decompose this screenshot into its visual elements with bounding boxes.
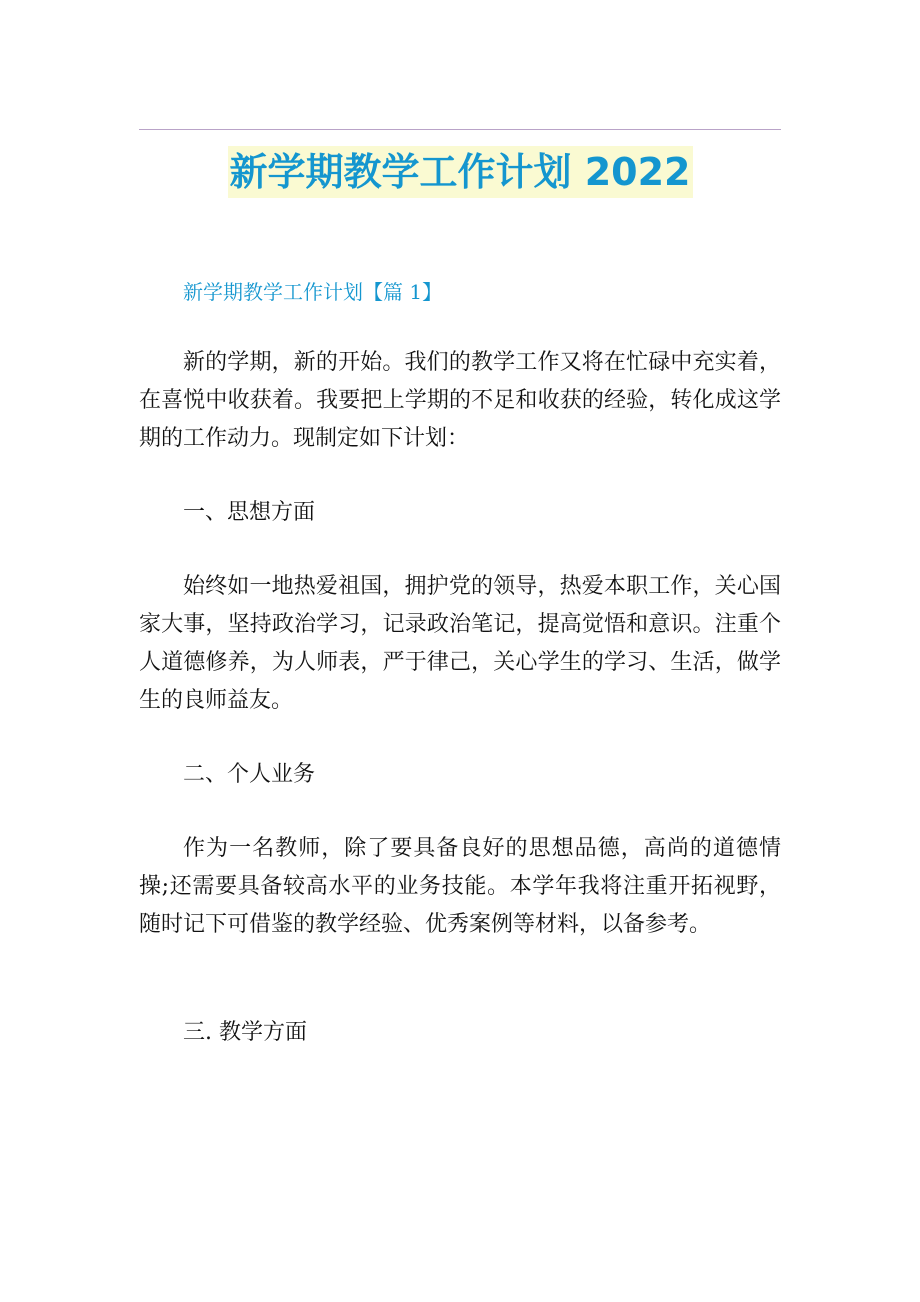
- heading-thought: 一、思想方面: [183, 500, 316, 525]
- document-title: 新学期教学工作计划 2022: [228, 146, 693, 198]
- heading-personal-business: 二、个人业务: [183, 762, 316, 787]
- spacer: [139, 944, 781, 1014]
- section-heading: 新学期教学工作计划【篇 1】: [183, 280, 443, 304]
- spacer: [139, 312, 781, 344]
- document-body: [139, 272, 781, 1052]
- title-container: [0, 146, 920, 198]
- spacer: [139, 794, 781, 830]
- spacer: [139, 532, 781, 568]
- personal-business-paragraph: 作为一名教师，除了要具备良好的思想品德，高尚的道德情操;还需要具备较高水平的业务技能。本学年我将注重开拓视野，随时记下可借鉴的教学经验、优秀案例等材料，以备参考。: [139, 836, 781, 937]
- heading-teaching: 三. 教学方面: [183, 1020, 307, 1045]
- header-divider: [139, 129, 781, 130]
- spacer: [139, 720, 781, 756]
- intro-paragraph: 新的学期，新的开始。我们的教学工作又将在忙碌中充实着，在喜悦中收获着。我要把上学期的不足和收获的经验，转化成这学期的工作动力。现制定如下计划：: [139, 350, 781, 451]
- spacer: [139, 458, 781, 494]
- thought-paragraph: 始终如一地热爱祖国，拥护党的领导，热爱本职工作，关心国家大事，坚持政治学习，记录政治笔记，提高觉悟和意识。注重个人道德修养，为人师表，严于律己，关心学生的学习、生活，做学生的良师益友。: [139, 574, 781, 713]
